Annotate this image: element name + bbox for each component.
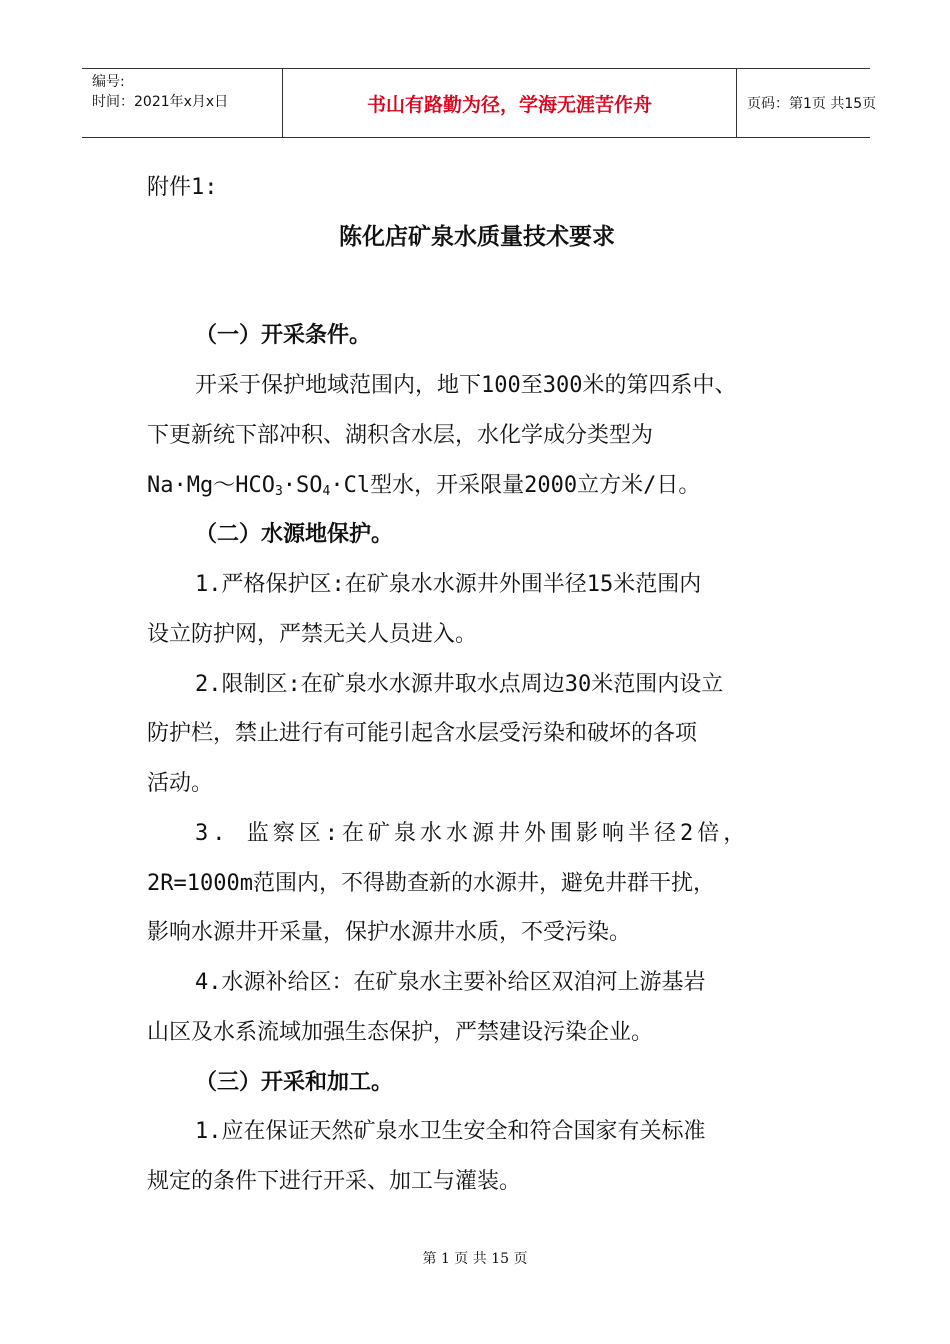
paragraph-line: 3. 监察区:在矿泉水水源井外围影响半径2倍， — [195, 821, 750, 846]
paragraph-line: 防护栏，禁止进行有可能引起含水层受污染和破坏的各项 — [147, 721, 698, 746]
section-heading-1: （一）开采条件。 — [195, 323, 372, 348]
paragraph-line: 设立防护网，严禁无关人员进入。 — [147, 622, 478, 647]
paragraph-line: 4.水源补给区：在矿泉水主要补给区双洎河上游基岩 — [195, 970, 706, 995]
document-body — [147, 0, 807, 1240]
formula-part: Na·Mg～HCO — [147, 473, 275, 498]
page-footer: 第 1 页 共 15 页 — [422, 1251, 528, 1267]
paragraph-line: 山区及水系流域加强生态保护，严禁建设污染企业。 — [147, 1020, 654, 1045]
header-page-info: 页码：第1页 共15页 — [747, 96, 877, 112]
date-label: 时间：2021年x月x日 — [92, 94, 229, 110]
attachment-label: 附件1: — [147, 175, 218, 200]
paragraph-line: 活动。 — [147, 771, 214, 796]
paragraph-line: 开采于保护地域范围内，地下100至300米的第四系中、 — [195, 373, 737, 398]
document-title: 陈化店矿泉水质量技术要求 — [339, 223, 615, 250]
formula-part: ·SO — [282, 473, 323, 498]
paragraph-line: 2.限制区:在矿泉水水源井取水点周边30米范围内设立 — [195, 672, 724, 697]
number-label: 编号: — [92, 74, 125, 90]
section-heading-2: （二）水源地保护。 — [195, 522, 394, 547]
header-motto: 书山有路勤为径，学海无涯苦作舟 — [282, 69, 737, 137]
paragraph-line: 1.严格保护区:在矿泉水水源井外围半径15米范围内 — [195, 572, 702, 597]
section-heading-3: （三）开采和加工。 — [195, 1070, 394, 1095]
paragraph-line: 1.应在保证天然矿泉水卫生安全和符合国家有关标准 — [195, 1119, 706, 1144]
paragraph-line: 下更新统下部冲积、湖积含水层，水化学成分类型为 — [147, 423, 654, 448]
formula-subscript: 3 — [274, 484, 283, 499]
paragraph-line: 2R=1000m范围内，不得勘查新的水源井，避免井群干扰， — [147, 871, 715, 896]
paragraph-line-formula — [147, 468, 700, 499]
paragraph-line: 影响水源井开采量，保护水源井水质，不受污染。 — [147, 920, 632, 945]
paragraph-line: 规定的条件下进行开采、加工与灌装。 — [147, 1169, 522, 1194]
formula-part: ·Cl型水，开采限量2000立方米/日。 — [330, 473, 701, 498]
formula-subscript: 4 — [322, 484, 331, 499]
